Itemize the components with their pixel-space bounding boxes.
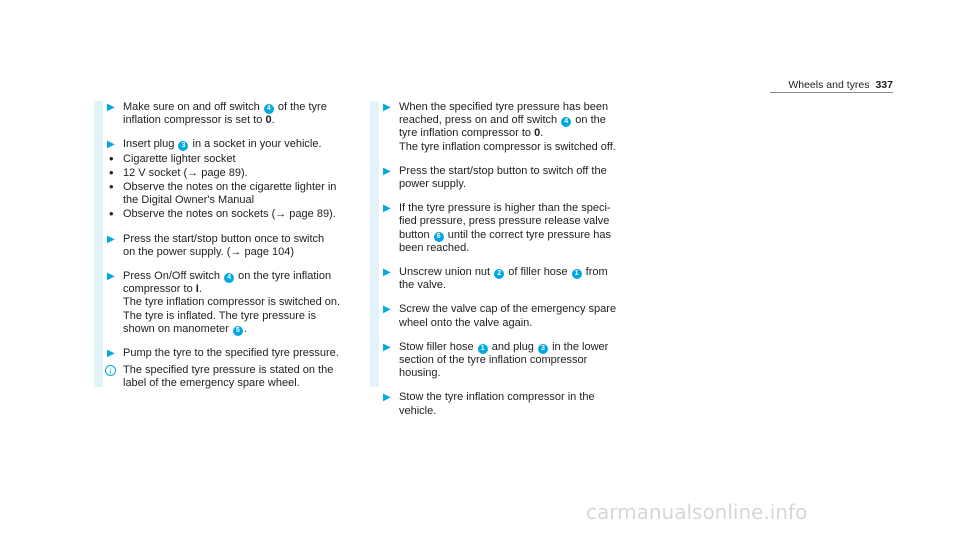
step-switch-off-compressor bbox=[379, 101, 640, 154]
callout-number: 4 bbox=[561, 117, 571, 127]
switch-position: 0 bbox=[534, 127, 541, 140]
bullet-text: 12 V socket (→ page 89). bbox=[123, 166, 248, 179]
step-text: housing. bbox=[399, 367, 441, 380]
bullet-text: the Digital Owner's Manual bbox=[123, 194, 255, 207]
step-pump-tyre bbox=[103, 347, 364, 360]
step-text: until the correct tyre pressure has bbox=[447, 228, 611, 241]
bullet-text: Observe the notes on sockets (→ page 89). bbox=[123, 208, 336, 221]
step-arrow-icon: ▶ bbox=[107, 102, 115, 113]
step-arrow-icon: ▶ bbox=[383, 165, 391, 177]
callout-number: 4 bbox=[264, 104, 274, 114]
note-text: label of the emergency spare wheel. bbox=[123, 377, 300, 390]
step-text: When the specified tyre pressure has been bbox=[399, 101, 609, 113]
step-text: and plug bbox=[491, 340, 534, 353]
page-number: 337 bbox=[875, 79, 893, 91]
bullet-text: Observe the notes on the cigarette lighter in bbox=[123, 181, 337, 194]
step-text: fied pressure, press pressure release valve bbox=[399, 215, 610, 228]
step-text: power supply. bbox=[399, 178, 467, 191]
step-text: from bbox=[585, 266, 608, 279]
punctuation: . bbox=[271, 114, 275, 127]
bullet-icon: • bbox=[109, 150, 114, 166]
step-arrow-icon: ▶ bbox=[383, 102, 391, 113]
callout-number: 3 bbox=[538, 344, 548, 354]
step-text: Screw the valve cap of the emergency spare bbox=[399, 303, 617, 316]
step-switch-to-zero bbox=[103, 101, 364, 127]
step-text: Stow filler hose bbox=[399, 340, 474, 353]
step-text: section of the tyre inflation compressor bbox=[399, 354, 588, 367]
step-text: The tyre inflation compressor is switched on. bbox=[123, 296, 341, 309]
punctuation: . bbox=[198, 283, 202, 296]
step-arrow-icon: ▶ bbox=[383, 304, 391, 316]
step-arrow-icon: ▶ bbox=[107, 233, 115, 245]
step-power-on bbox=[103, 233, 364, 259]
step-text: Unscrew union nut bbox=[399, 266, 491, 279]
step-text: on the bbox=[575, 114, 606, 127]
bullet-observe-lighter-notes bbox=[103, 181, 364, 207]
step-text: in a socket in your vehicle. bbox=[192, 138, 322, 151]
step-text: Make sure on and off switch bbox=[123, 101, 260, 113]
punctuation: . bbox=[243, 322, 247, 335]
step-text: tyre inflation compressor to bbox=[399, 127, 532, 140]
step-text: wheel onto the valve again. bbox=[399, 316, 533, 329]
step-release-pressure bbox=[379, 202, 640, 255]
step-text: Press On/Off switch bbox=[123, 270, 220, 283]
left-column bbox=[94, 101, 364, 390]
switch-position: I bbox=[195, 283, 199, 296]
step-screw-valve-cap bbox=[379, 303, 640, 329]
note-text: The specified tyre pressure is stated on the bbox=[123, 364, 334, 377]
step-text: on the tyre inflation bbox=[238, 270, 332, 283]
callout-number: 1 bbox=[572, 269, 582, 279]
step-text: reached, press on and off switch bbox=[399, 114, 558, 127]
bullet-icon: • bbox=[109, 179, 114, 195]
step-text: If the tyre pressure is higher than the speci- bbox=[399, 202, 611, 215]
step-text: the valve. bbox=[399, 279, 447, 292]
step-text: shown on manometer bbox=[123, 322, 229, 335]
step-insert-plug bbox=[103, 138, 364, 151]
callout-number: 3 bbox=[178, 141, 188, 151]
bullet-icon: • bbox=[109, 206, 114, 222]
step-power-off bbox=[379, 165, 640, 191]
step-text: vehicle. bbox=[399, 404, 437, 417]
watermark: carmanualsonline.info bbox=[586, 500, 808, 524]
step-text: Press the start/stop button to switch off the bbox=[399, 164, 607, 177]
step-text: of filler hose bbox=[508, 266, 568, 279]
bullet-12v-socket bbox=[103, 164, 364, 180]
step-text: Pump the tyre to the specified tyre pressure. bbox=[123, 347, 339, 360]
step-stow-compressor bbox=[379, 391, 640, 417]
step-text: on the power supply. (→ page 104) bbox=[123, 245, 295, 258]
page-header bbox=[770, 79, 893, 91]
step-arrow-icon: ▶ bbox=[107, 348, 115, 360]
callout-number: 1 bbox=[478, 344, 488, 354]
right-column bbox=[370, 101, 640, 417]
step-switch-on-compressor bbox=[103, 270, 364, 336]
step-unscrew-union-nut bbox=[379, 266, 640, 292]
step-arrow-icon: ▶ bbox=[383, 392, 391, 404]
switch-position: 0 bbox=[265, 114, 272, 127]
info-icon: i bbox=[105, 365, 116, 376]
step-stow-hose-and-plug bbox=[379, 341, 640, 381]
step-text: inflation compressor is set to bbox=[123, 114, 263, 127]
bullet-text: Cigarette lighter socket bbox=[123, 152, 236, 165]
section-title: Wheels and tyres bbox=[788, 79, 870, 91]
step-arrow-icon: ▶ bbox=[383, 341, 391, 353]
punctuation: . bbox=[540, 127, 544, 140]
callout-number: 5 bbox=[233, 326, 243, 336]
step-text: compressor to bbox=[123, 283, 193, 296]
step-text: Press the start/stop button once to switch bbox=[123, 232, 325, 245]
step-text: been reached. bbox=[399, 241, 470, 254]
header-rule bbox=[770, 92, 893, 93]
step-arrow-icon: ▶ bbox=[107, 139, 115, 151]
callout-number: 2 bbox=[494, 269, 504, 279]
step-text: in the lower bbox=[552, 340, 609, 353]
step-arrow-icon: ▶ bbox=[383, 267, 391, 279]
info-note bbox=[103, 364, 364, 390]
step-arrow-icon: ▶ bbox=[383, 203, 391, 215]
bullet-observe-socket-notes bbox=[103, 208, 364, 221]
step-text: button bbox=[399, 228, 430, 241]
step-text: The tyre is inflated. The tyre pressure is bbox=[123, 309, 316, 322]
bullet-icon: • bbox=[109, 164, 114, 180]
bullet-cigarette-lighter bbox=[103, 150, 364, 166]
step-text: Stow the tyre inflation compressor in the bbox=[399, 391, 595, 404]
step-arrow-icon: ▶ bbox=[107, 271, 115, 283]
step-text: The tyre inflation compressor is switched off. bbox=[399, 140, 616, 153]
callout-number: 6 bbox=[434, 232, 444, 242]
step-text: Insert plug bbox=[123, 138, 175, 151]
step-text: of the tyre bbox=[277, 101, 327, 113]
callout-number: 4 bbox=[224, 273, 234, 283]
